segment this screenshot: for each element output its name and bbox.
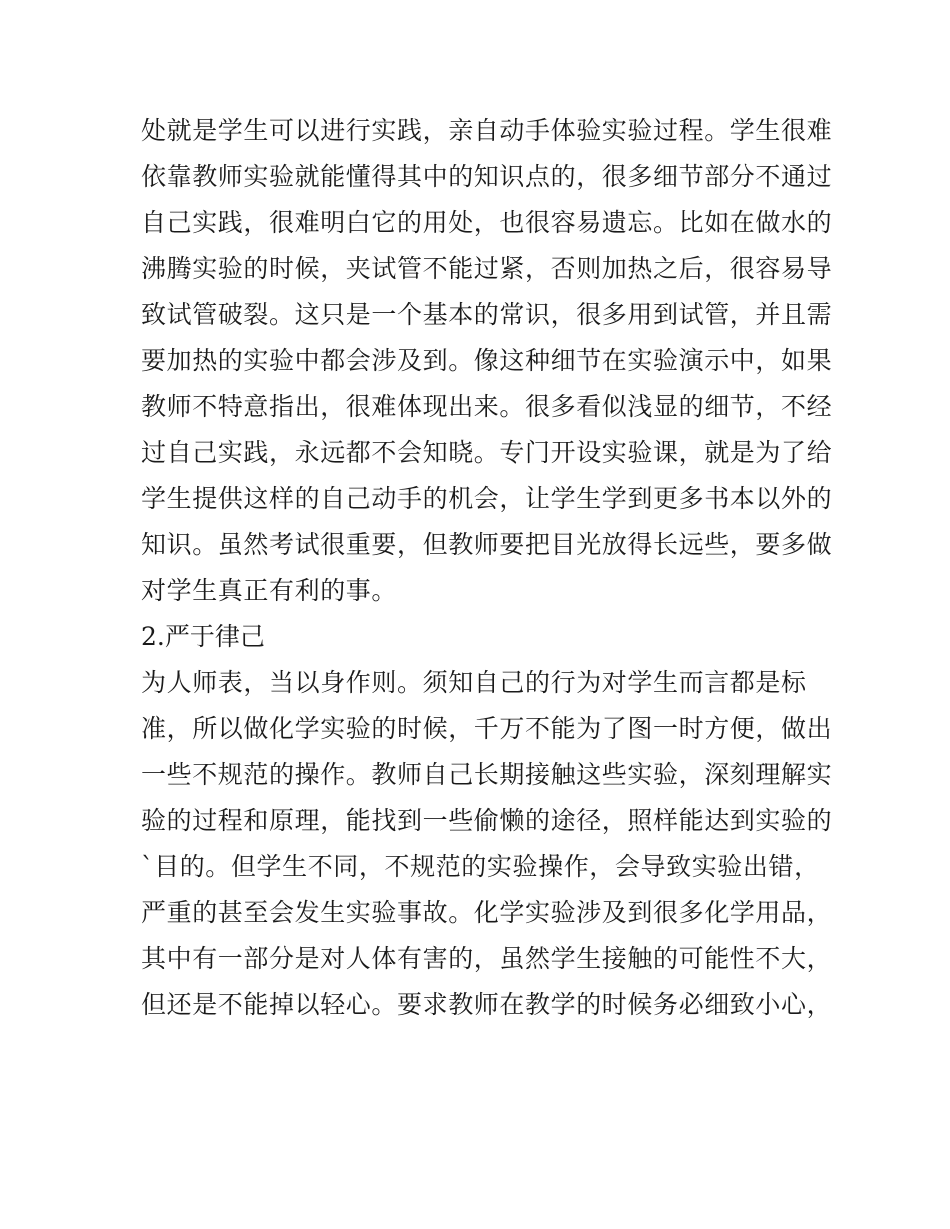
text-line: 严重的甚至会发生实验事故。化学实验涉及到很多化学用品， [141,898,833,927]
text-line: 学生提供这样的自己动手的机会，让学生学到更多书本以外的 [141,484,833,513]
text-line: 教师不特意指出，很难体现出来。很多看似浅显的细节，不经 [141,392,833,421]
text-line: 沸腾实验的时候，夹试管不能过紧，否则加热之后，很容易导 [141,254,833,283]
text-line: 依靠教师实验就能懂得其中的知识点的，很多细节部分不通过 [141,162,833,191]
text-line: 对学生真正有利的事。 [141,576,398,605]
text-line: 验的过程和原理，能找到一些偷懒的途径，照样能达到实验的 [141,806,833,835]
text-line: 知识。虽然考试很重要，但教师要把目光放得长远些，要多做 [141,530,833,559]
text-line: 要加热的实验中都会涉及到。像这种细节在实验演示中，如果 [141,346,833,375]
text-line: 准，所以做化学实验的时候，千万不能为了图一时方便，做出 [141,714,833,743]
text-line: 一些不规范的操作。教师自己长期接触这些实验，深刻理解实 [141,760,833,789]
text-line: 其中有一部分是对人体有害的，虽然学生接触的可能性不大， [141,944,833,973]
text-line: 过自己实践，永远都不会知晓。专门开设实验课，就是为了给 [141,438,833,467]
text-line: `目的。但学生不同，不规范的实验操作，会导致实验出错， [141,852,820,881]
text-line: 为人师表，当以身作则。须知自己的行为对学生而言都是标 [141,668,807,697]
body-text [141,108,833,1028]
text-line: 自己实践，很难明白它的用处，也很容易遗忘。比如在做水的 [141,208,833,237]
text-line: 致试管破裂。这只是一个基本的常识，很多用到试管，并且需 [141,300,833,329]
text-line: 但还是不能掉以轻心。要求教师在教学的时候务必细致小心， [141,990,833,1019]
text-line: 处就是学生可以进行实践，亲自动手体验实验过程。学生很难 [141,116,833,145]
section-heading: 2.严于律己 [141,622,265,651]
